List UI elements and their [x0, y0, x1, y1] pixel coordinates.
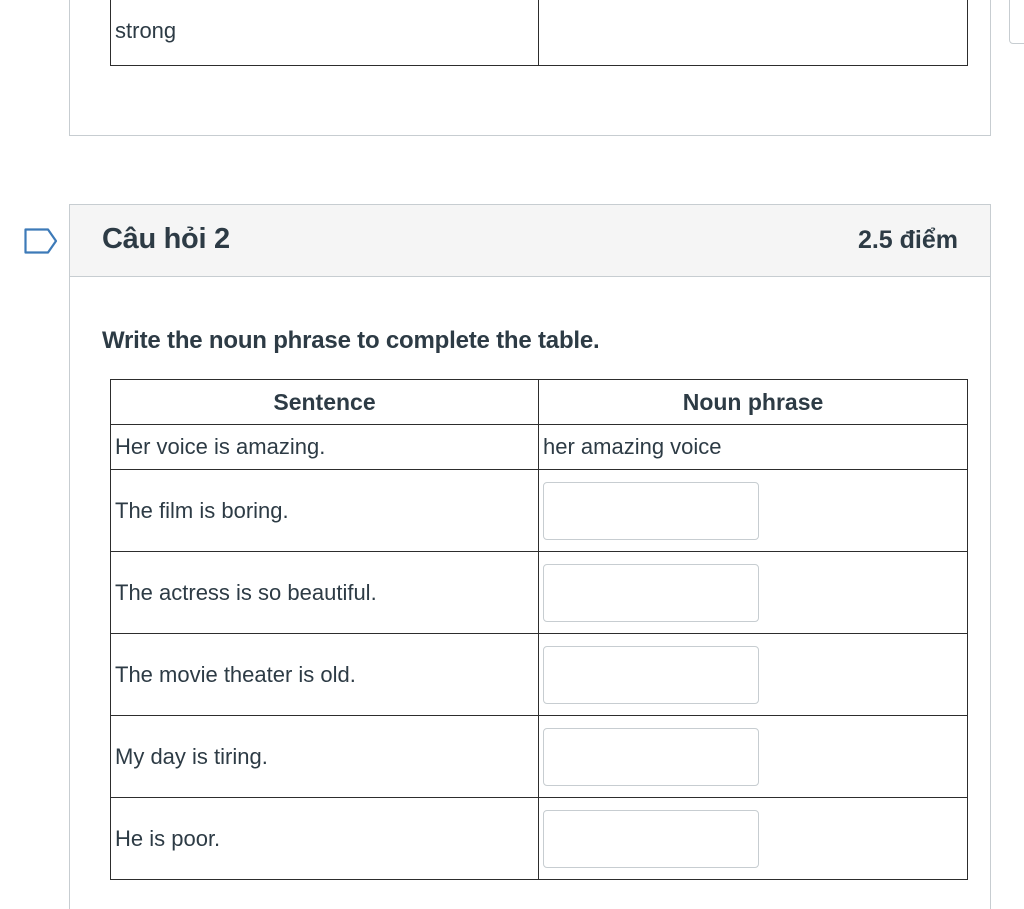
column-header-sentence: Sentence	[111, 380, 539, 425]
question-points: 2.5 điểm	[857, 226, 958, 254]
answer-input-1[interactable]	[543, 482, 759, 540]
question-title: Câu hỏi 2	[102, 223, 230, 255]
sentence-cell: The actress is so beautiful.	[111, 552, 539, 634]
noun-phrase-cell: her amazing voice	[539, 425, 968, 470]
sentence-cell: He is poor.	[111, 798, 539, 880]
question-header	[70, 205, 990, 277]
table-row	[111, 634, 968, 716]
sentence-cell: Her voice is amazing.	[111, 425, 539, 470]
answer-input-5[interactable]	[543, 810, 759, 868]
column-header-noun-phrase: Noun phrase	[539, 380, 968, 425]
table-row	[111, 798, 968, 880]
previous-answer-input[interactable]	[1009, 0, 1024, 44]
table-row-example	[111, 425, 968, 470]
answer-cell	[539, 0, 968, 66]
answer-cell	[539, 552, 968, 634]
answer-cell	[539, 634, 968, 716]
sentence-text: strong	[115, 17, 177, 43]
sentence-cell: The film is boring.	[111, 470, 539, 552]
previous-question-table	[110, 0, 968, 66]
answer-cell	[539, 470, 968, 552]
answer-input-3[interactable]	[543, 646, 759, 704]
answer-input-4[interactable]	[543, 728, 759, 786]
question-card	[69, 204, 991, 909]
question-prompt: Write the noun phrase to complete the table.	[102, 327, 600, 354]
sentence-cell: The movie theater is old.	[111, 634, 539, 716]
noun-phrase-table	[110, 379, 968, 880]
table-row	[111, 0, 968, 66]
table-row	[111, 552, 968, 634]
previous-question-card	[69, 0, 991, 136]
sentence-cell	[111, 0, 539, 66]
table-header-row	[111, 380, 968, 425]
answer-input-2[interactable]	[543, 564, 759, 622]
table-row	[111, 716, 968, 798]
answer-cell	[539, 716, 968, 798]
sentence-cell: My day is tiring.	[111, 716, 539, 798]
table-row	[111, 470, 968, 552]
flag-question-icon[interactable]	[24, 228, 58, 254]
answer-cell	[539, 798, 968, 880]
